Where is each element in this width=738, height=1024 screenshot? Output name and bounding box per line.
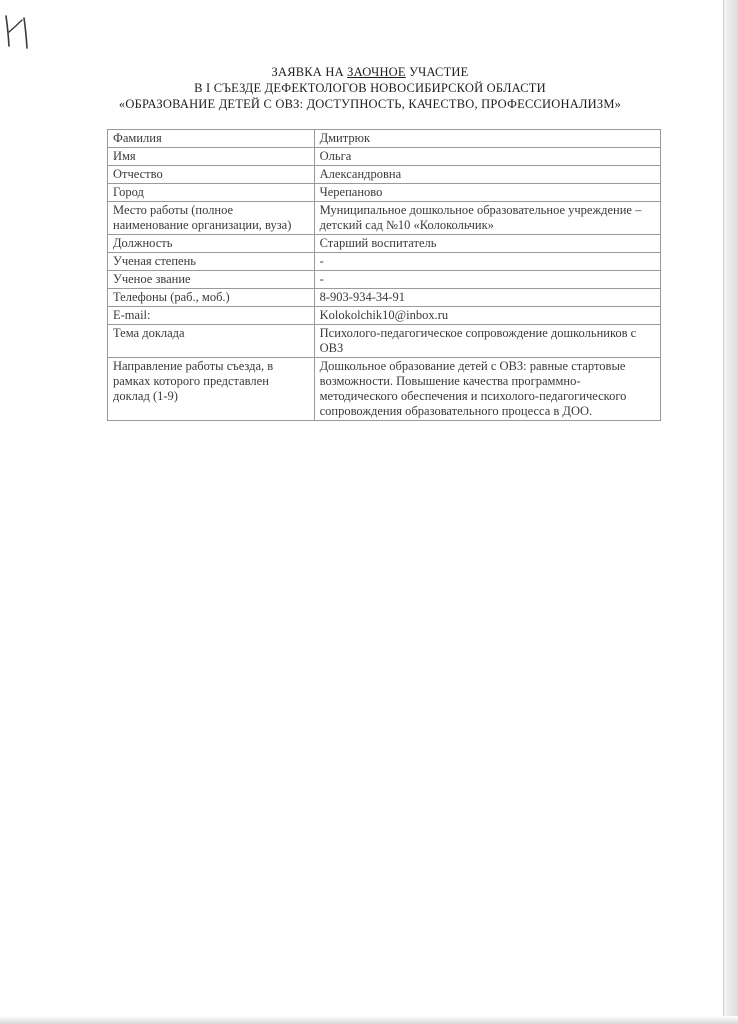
table-row [108,148,661,166]
field-label: Направление работы съезда, в рамках которого представлен доклад (1-9) [108,358,315,421]
field-value: Муниципальное дошкольное образовательное учреждение – детский сад №10 «Колокольчик» [314,202,660,235]
table-row [108,358,661,421]
field-label: E-mail: [108,307,315,325]
form-table-body [108,130,661,421]
page-edge-shadow [723,0,738,1024]
table-row [108,325,661,358]
field-value: - [314,253,660,271]
handwritten-mark-icon [2,10,38,50]
header-title: ЗАЯВКА НА ЗАОЧНОЕ УЧАСТИЕ [271,65,469,79]
application-form-table [107,129,661,421]
table-row [108,235,661,253]
field-label: Телефоны (раб., моб.) [108,289,315,307]
field-label: Город [108,184,315,202]
table-row [108,166,661,184]
field-value: Дошкольное образование детей с ОВЗ: равные стартовые возможности. Повышение качества программно-методического обеспечения и психолого-педагогического сопровождения образовательного процесса в ДОО. [314,358,660,421]
field-value: Дмитрюк [314,130,660,148]
field-value: - [314,271,660,289]
table-row [108,289,661,307]
field-value: Черепаново [314,184,660,202]
table-row [108,253,661,271]
field-value: Ольга [314,148,660,166]
field-label: Фамилия [108,130,315,148]
field-label: Ученая степень [108,253,315,271]
field-label: Ученое звание [108,271,315,289]
field-label: Имя [108,148,315,166]
table-row [108,130,661,148]
table-row [108,202,661,235]
field-value: Старший воспитатель [314,235,660,253]
field-value: 8-903-934-34-91 [314,289,660,307]
field-label: Должность [108,235,315,253]
header-congress: В I СЪЕЗДЕ ДЕФЕКТОЛОГОВ НОВОСИБИРСКОЙ ОБЛАСТИ [194,81,546,95]
page-bottom-shadow [0,1016,738,1024]
field-value: Психолого-педагогическое сопровождение дошкольников с ОВЗ [314,325,660,358]
field-value: Kolokolchik10@inbox.ru [314,307,660,325]
header-theme: «ОБРАЗОВАНИЕ ДЕТЕЙ С ОВЗ: ДОСТУПНОСТЬ, КАЧЕСТВО, ПРОФЕССИОНАЛИЗМ» [118,97,622,111]
field-value: Александровна [314,166,660,184]
field-label: Отчество [108,166,315,184]
header-title-underlined: ЗАОЧНОЕ [347,65,406,79]
table-row [108,307,661,325]
document-header [60,64,680,112]
table-row [108,184,661,202]
field-label: Тема доклада [108,325,315,358]
field-label: Место работы (полное наименование организации, вуза) [108,202,315,235]
table-row [108,271,661,289]
